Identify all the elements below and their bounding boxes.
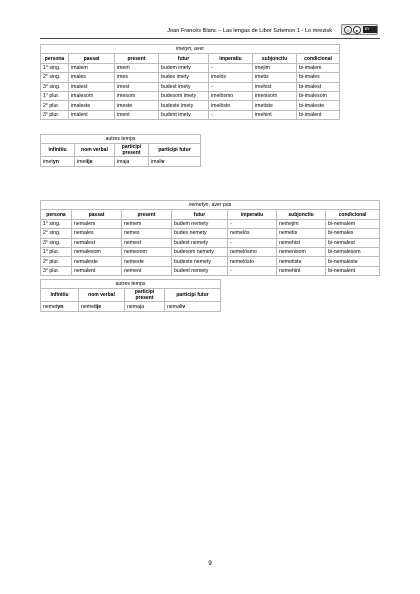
conjugation-table-imetyn [40, 44, 340, 120]
form-stem: imali [151, 158, 162, 165]
form-cell: imesom [115, 91, 159, 100]
form-cell: budesom nemety [172, 247, 228, 256]
table-row [41, 229, 380, 238]
form-cell: imalest [69, 82, 115, 91]
column-header: participi present [115, 144, 149, 157]
form-cell: nemesom [122, 247, 172, 256]
column-header: participi futur [149, 144, 201, 157]
form-cell: nement [122, 266, 172, 275]
form-cell: nemehint [277, 266, 326, 275]
other-tenses-title: autres temps [41, 135, 201, 144]
form-cell: budest nemety [172, 238, 228, 247]
license-text: BY SA [363, 26, 377, 33]
form-cell: budeste nemety [172, 257, 228, 266]
form-cell: imehist [253, 82, 297, 91]
person-cell: 2° sing. [41, 229, 72, 238]
form-cell: bi-imaleste [297, 101, 340, 110]
form-cell [165, 302, 221, 311]
conjugation-table-nemetyn [40, 200, 380, 276]
table-row [41, 101, 340, 110]
table-row [41, 238, 380, 247]
form-cell: nemaleste [72, 257, 122, 266]
column-header: subjonctiu [253, 54, 297, 63]
form-ending: v [182, 303, 186, 310]
form-cell [125, 302, 165, 311]
form-cell: nemenisom [277, 247, 326, 256]
table-row [41, 266, 380, 275]
form-cell: bi-imalest [297, 82, 340, 91]
form-cell: imetiste [253, 101, 297, 110]
form-cell: nemest [122, 238, 172, 247]
form-cell: bi-nemalesom [326, 247, 380, 256]
form-cell: imelös [209, 73, 253, 82]
form-stem: nemet [43, 303, 58, 310]
form-ending: yn [52, 158, 59, 165]
form-cell: nemem [122, 219, 172, 228]
form-cell: nemalent [72, 266, 122, 275]
column-header: infinitiu [41, 144, 75, 157]
form-cell: budem nemety [172, 219, 228, 228]
person-cell: 1° sing. [41, 63, 69, 72]
form-stem: nemaja [127, 303, 145, 310]
form-cell: imenisom [253, 91, 297, 100]
person-cell: 1° plur. [41, 247, 72, 256]
form-cell: bi-imalent [297, 110, 340, 119]
person-cell: 2° plur. [41, 101, 69, 110]
other-tenses-table-imetyn [40, 134, 201, 167]
form-stem: nemet [81, 303, 96, 310]
column-header: subjonctiu [277, 210, 326, 219]
page-number: 9 [208, 560, 212, 567]
form-cell: imest [115, 82, 159, 91]
form-cell: - [209, 63, 253, 72]
form-cell: imalem [69, 63, 115, 72]
column-header: futur [172, 210, 228, 219]
column-header: condicional [326, 210, 380, 219]
license-badge [341, 24, 378, 38]
form-cell: imem [115, 63, 159, 72]
form-cell: imaleste [69, 101, 115, 110]
form-cell: nemetiste [277, 257, 326, 266]
form-cell: nemeste [122, 257, 172, 266]
form-cell [75, 157, 115, 166]
form-cell: imes [115, 73, 159, 82]
form-cell: nemalesom [72, 247, 122, 256]
column-header: passat [69, 54, 115, 63]
form-ending: ije [95, 303, 102, 310]
person-cell: 2° sing. [41, 73, 69, 82]
table-title: imetyn, aver [41, 45, 340, 54]
column-header: nom verbal [75, 144, 115, 157]
table-row [41, 219, 380, 228]
form-cell: bi-nemalest [326, 238, 380, 247]
column-header: imperatiu [209, 54, 253, 63]
table-row [41, 157, 201, 166]
form-stem: imet [43, 158, 53, 165]
form-cell: - [228, 266, 277, 275]
table-row [41, 110, 340, 119]
person-cell: 3° sing. [41, 82, 69, 91]
form-cell: budes imety [159, 73, 209, 82]
table-row [41, 73, 340, 82]
form-cell: bi-nemalem [326, 219, 380, 228]
form-cell: - [228, 238, 277, 247]
form-cell: nemetis [277, 229, 326, 238]
column-header: nom verbal [79, 289, 125, 302]
form-cell: imalent [69, 110, 115, 119]
form-stem: imaja [117, 158, 130, 165]
form-cell: budeste imety [159, 101, 209, 110]
form-ending: v [161, 158, 165, 165]
column-header: participi futur [165, 289, 221, 302]
table-row [41, 82, 340, 91]
table-row [41, 63, 340, 72]
form-cell: bi-imalem [297, 63, 340, 72]
table-row [41, 91, 340, 100]
column-header: present [122, 210, 172, 219]
form-cell: imeste [115, 101, 159, 110]
form-cell: budest imety [159, 82, 209, 91]
form-cell: nemehist [277, 238, 326, 247]
form-cell: imetis [253, 73, 297, 82]
form-cell: budent nemety [172, 266, 228, 275]
form-ending: yn [57, 303, 64, 310]
form-cell: nemalest [72, 238, 122, 247]
form-cell: bi-imales [297, 73, 340, 82]
column-header: infinitiu [41, 289, 79, 302]
form-cell: budent imety [159, 110, 209, 119]
form-cell: bi-nemalent [326, 266, 380, 275]
form-cell: nemalem [72, 219, 122, 228]
form-cell: iment [115, 110, 159, 119]
form-cell [79, 302, 125, 311]
person-cell: 3° sing. [41, 238, 72, 247]
table-row [41, 302, 221, 311]
column-header: futur [159, 54, 209, 63]
form-cell: imelösto [209, 101, 253, 110]
form-ending: ije [86, 158, 93, 165]
column-header: participi present [125, 289, 165, 302]
other-tenses-table-nemetyn [40, 279, 221, 312]
form-cell: budesom imety [159, 91, 209, 100]
form-cell: nemelösmo [228, 247, 277, 256]
form-cell: - [209, 82, 253, 91]
form-cell [41, 302, 79, 311]
table-title: nemetyn, aver pas [41, 201, 380, 210]
form-cell: nemelösto [228, 257, 277, 266]
person-cell: 3° plur. [41, 266, 72, 275]
person-cell: 3° plur. [41, 110, 69, 119]
column-header: condicional [297, 54, 340, 63]
form-stem: nemali [167, 303, 183, 310]
running-header: Joan Francés Blanc – Las lengas de Libor Sztemon 1 - Lo mrezisk [167, 28, 332, 34]
form-cell: nemales [72, 229, 122, 238]
table-row [41, 247, 380, 256]
form-cell: - [228, 219, 277, 228]
by-icon: ● [353, 26, 361, 34]
form-cell: nemejim [277, 219, 326, 228]
form-cell: bi-nemales [326, 229, 380, 238]
column-header: persona [41, 54, 69, 63]
form-cell: imales [69, 73, 115, 82]
form-cell: bi-imalesom [297, 91, 340, 100]
person-cell: 1° sing. [41, 219, 72, 228]
form-cell: - [209, 110, 253, 119]
form-cell: bi-nemaleste [326, 257, 380, 266]
form-cell: imelösmo [209, 91, 253, 100]
cc-icon: © [344, 26, 352, 34]
column-header: persona [41, 210, 72, 219]
form-cell: imejim [253, 63, 297, 72]
form-cell: imehint [253, 110, 297, 119]
column-header: passat [72, 210, 122, 219]
form-cell: budem imety [159, 63, 209, 72]
column-header: present [115, 54, 159, 63]
form-cell: nemes [122, 229, 172, 238]
column-header: imperatiu [228, 210, 277, 219]
form-cell: imalesom [69, 91, 115, 100]
person-cell: 1° plur. [41, 91, 69, 100]
table-row [41, 257, 380, 266]
form-cell [41, 157, 75, 166]
form-stem: imet [77, 158, 87, 165]
form-cell [149, 157, 201, 166]
header-rule [40, 38, 380, 39]
other-tenses-title: autres temps [41, 280, 221, 289]
form-cell: budes nemety [172, 229, 228, 238]
form-cell [115, 157, 149, 166]
form-cell: nemelös [228, 229, 277, 238]
person-cell: 2° plur. [41, 257, 72, 266]
